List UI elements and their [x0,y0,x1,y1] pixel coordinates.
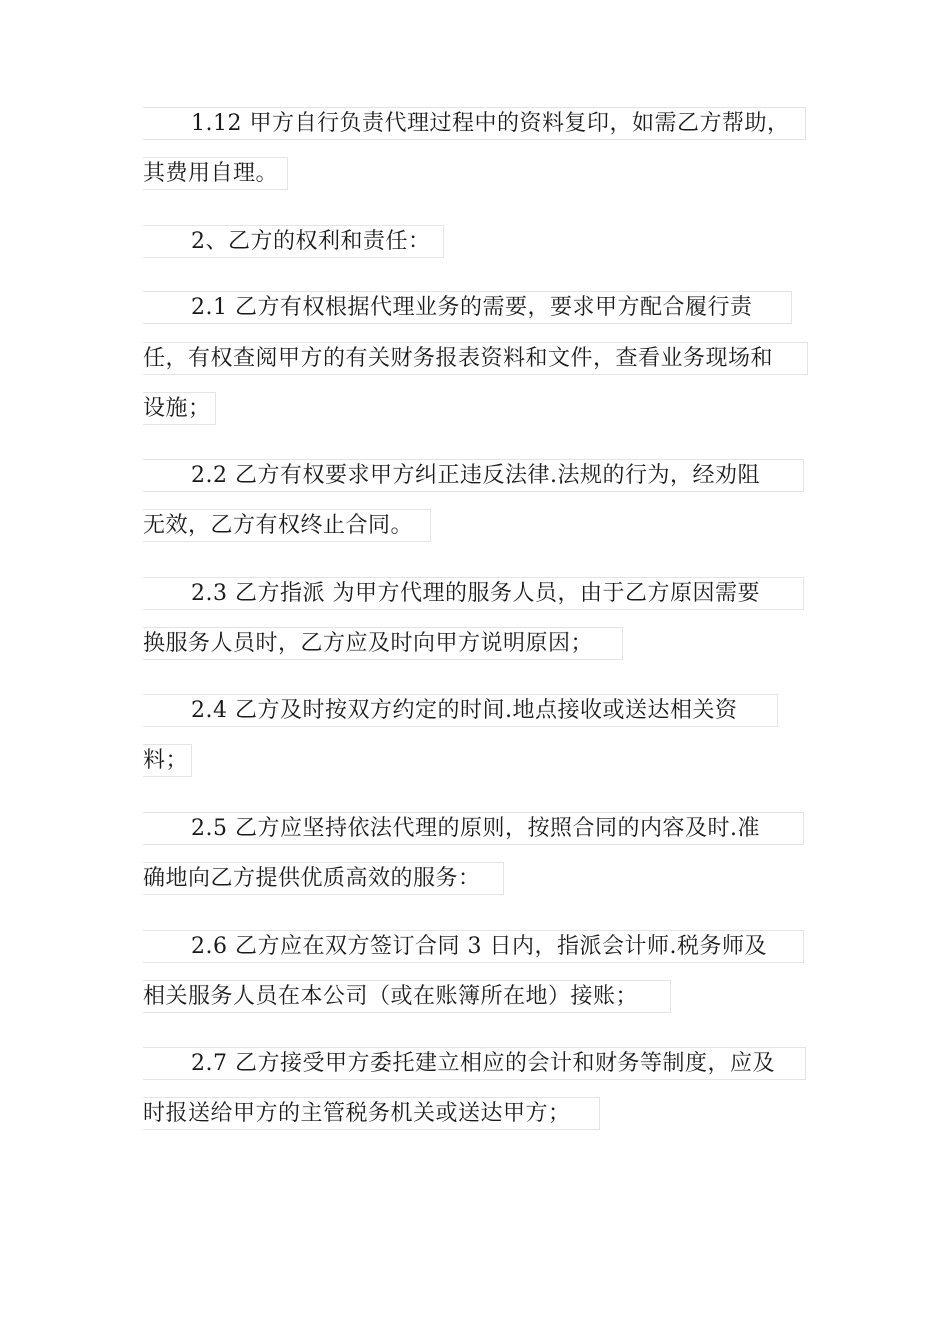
clause-2-4-line-1: 2.4 乙方及时按双方约定的时间.地点接收或送达相关资 [143,694,778,727]
clause-2-1-line-3: 设施； [143,392,216,425]
clause-2-2-line-2: 无效，乙方有权终止合同。 [143,509,431,542]
clause-2-2-line-1: 2.2 乙方有权要求甲方纠正违反法律.法规的行为，经劝阻 [143,459,804,492]
clause-2-1-line-2: 任，有权查阅甲方的有关财务报表资料和文件，查看业务现场和 [143,342,808,375]
clause-2-7-line-2: 时报送给甲方的主管税务机关或送达甲方； [143,1097,600,1130]
clause-2-6-line-1: 2.6 乙方应在双方签订合同 3 日内，指派会计师.税务师及 [143,930,804,963]
clause-2-7-line-1: 2.7 乙方接受甲方委托建立相应的会计和财务等制度，应及 [143,1047,806,1080]
section-2-heading: 2、乙方的权利和责任： [143,225,444,258]
clause-2-1-line-1: 2.1 乙方有权根据代理业务的需要，要求甲方配合履行责 [143,291,792,324]
clause-1-12-line-2: 其费用自理。 [143,157,288,190]
clause-2-4-line-2: 料； [143,744,192,777]
clause-2-3-line-2: 换服务人员时，乙方应及时向甲方说明原因； [143,627,623,660]
clause-2-3-line-1: 2.3 乙方指派 为甲方代理的服务人员，由于乙方原因需要 [143,577,804,610]
clause-2-5-line-2: 确地向乙方提供优质高效的服务： [143,862,504,895]
clause-1-12-line-1: 1.12 甲方自行负责代理过程中的资料复印，如需乙方帮助， [143,107,806,140]
clause-2-5-line-1: 2.5 乙方应坚持依法代理的原则，按照合同的内容及时.准 [143,812,804,845]
clause-2-6-line-2: 相关服务人员在本公司（或在账簿所在地）接账； [143,980,671,1013]
